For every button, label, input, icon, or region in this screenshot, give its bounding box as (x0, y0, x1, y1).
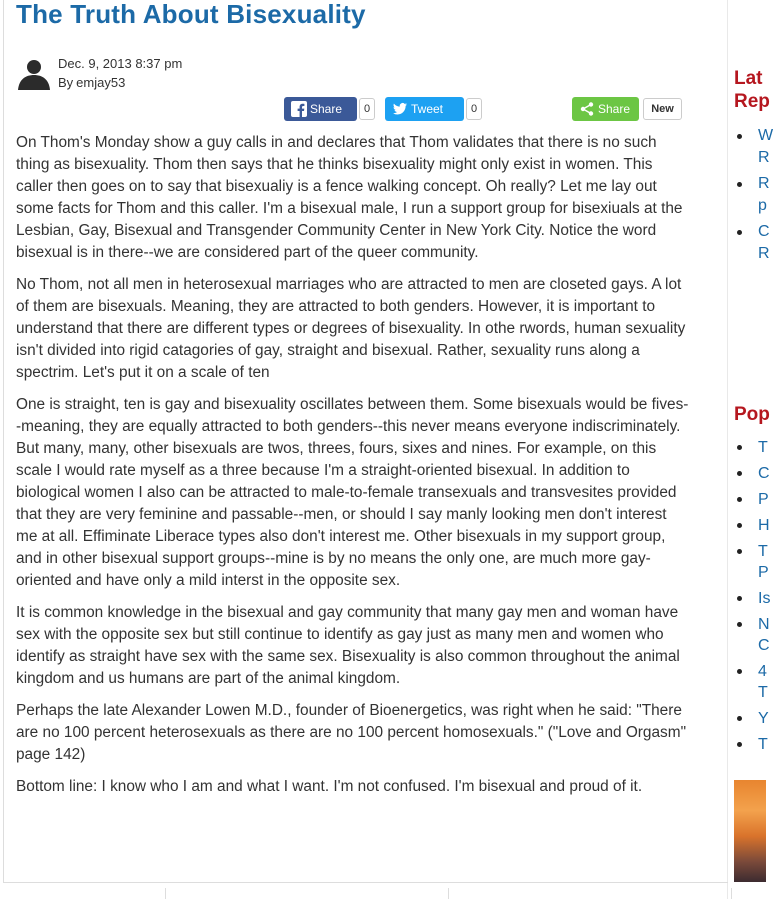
latest-list (734, 125, 773, 269)
list-item[interactable]: W R (734, 125, 773, 169)
article-title: The Truth About Bisexuality (16, 0, 366, 29)
article-body (16, 132, 692, 808)
new-share-count: New (643, 98, 682, 120)
paragraph: It is common knowledge in the bisexual and gay community that many gay men and woman have sex with the opposite sex but still continue to identify as gay just as many men and women who identify as straight have sex with the same sex. Bisexuality is also common throughout the animal kingdom and us humans are part of the animal kingdom. (16, 604, 680, 687)
list-item[interactable]: Y (734, 708, 770, 729)
tweet-label: Tweet (411, 102, 444, 116)
heading-line: Lat (734, 68, 763, 89)
popular-heading: Pop (734, 404, 770, 425)
left-border (3, 0, 4, 882)
share-bar (16, 97, 696, 123)
paragraph: No Thom, not all men in heterosexual marriages who are attracted to men are closeted gays. A lot of them are bisexuals. Meaning, they are attracted to both genders. However, it is important to understand that there are different types or degrees of bisexuality. In othe rwords, human sexuality isn't divided into rigid catagories of gay, straight and bisexual. Rather, sexuality runs along a spectrim. Let's put it on a scale of ten (16, 276, 686, 381)
list-item[interactable]: H (734, 515, 770, 536)
list-item[interactable]: N C (734, 614, 770, 656)
bottom-divider (3, 882, 728, 883)
footer-tick (448, 888, 449, 899)
list-item[interactable]: 4 T (734, 661, 770, 703)
share-label: Share (598, 102, 631, 116)
list-item[interactable]: T (734, 437, 770, 458)
sunset-thumbnail-image[interactable] (734, 780, 766, 882)
list-item[interactable]: C R (734, 221, 773, 265)
popular-list (734, 437, 770, 760)
list-item[interactable]: T P (734, 541, 770, 583)
list-item[interactable]: T (734, 734, 770, 755)
author-link[interactable]: emjay53 (76, 75, 126, 90)
footer-tick (165, 888, 166, 899)
paragraph: Bottom line: I know who I am and what I want. I'm not confused. I'm bisexual and proud of it. (16, 778, 643, 795)
column-divider (727, 0, 728, 899)
post-meta (58, 54, 182, 92)
post-date: Dec. 9, 2013 8:37 pm (58, 56, 183, 71)
paragraph: On Thom's Monday show a guy calls in and declares that Thom validates that there is no such thing as bisexuality. Thom then says that he thinks bisexuality might only exist in women. This caller then goes on to say that bisexualiy is a fence walking concept. Oh really? Let me lay out some facts for Thom and this caller. I'm a bisexual male, I run a support group for bisexiuals at the Lesbian, Gay, Bisexual and Transgender Community Center in New York City. Notice the word bisexual is in there--we are considered part of the queer community. (16, 134, 683, 261)
twitter-bird-icon (392, 101, 408, 117)
heading-line: Rep (734, 91, 770, 112)
facebook-share-button[interactable] (284, 97, 357, 121)
footer-tick (731, 888, 732, 899)
list-item[interactable]: Is (734, 588, 770, 609)
facebook-share-count: 0 (359, 98, 375, 120)
author-line (58, 73, 182, 92)
right-sidebar (734, 0, 773, 899)
paragraph: Perhaps the late Alexander Lowen M.D., founder of Bioenergetics, was right when he said: "There are no 100 percent heterosexuals as there are no 100 percent homosexuals." ("Love and Orgasm" page 142) (16, 702, 687, 763)
facebook-share-label: Share (310, 102, 343, 116)
paragraph: One is straight, ten is gay and bisexuality oscillates between them. Some bisexuals would be fives--meaning, they are equally attracted to both genders--this never means everyone indiscriminately. But many, many, other bisexuals are twos, threes, fours, sixes and nines. For example, on this scale I would rate myself as a three because I'm a straight-oriented bisexual. In addition to biological women I also can be attracted to male-to-female transexuals and transvesites provided that they are very feminine and passable--men, or should I say manly looking men don't interest me at all. Effiminate Liberace types also don't interest me. Other bisexuals in my support group, and in other bisexual support groups--mine is by no means the only one, are much more gay-oriented and have only a mild interst in the opposite sex. (16, 396, 689, 589)
user-avatar-icon[interactable] (16, 58, 52, 90)
share-icon (579, 101, 595, 117)
tweet-button[interactable] (385, 97, 464, 121)
list-item[interactable]: C (734, 463, 770, 484)
tweet-count: 0 (466, 98, 482, 120)
list-item[interactable]: R p (734, 173, 773, 217)
by-label: By (58, 75, 74, 90)
list-item[interactable]: P (734, 489, 770, 510)
facebook-icon (291, 101, 307, 117)
share-button[interactable] (572, 97, 639, 121)
latest-reports-heading (734, 67, 770, 113)
